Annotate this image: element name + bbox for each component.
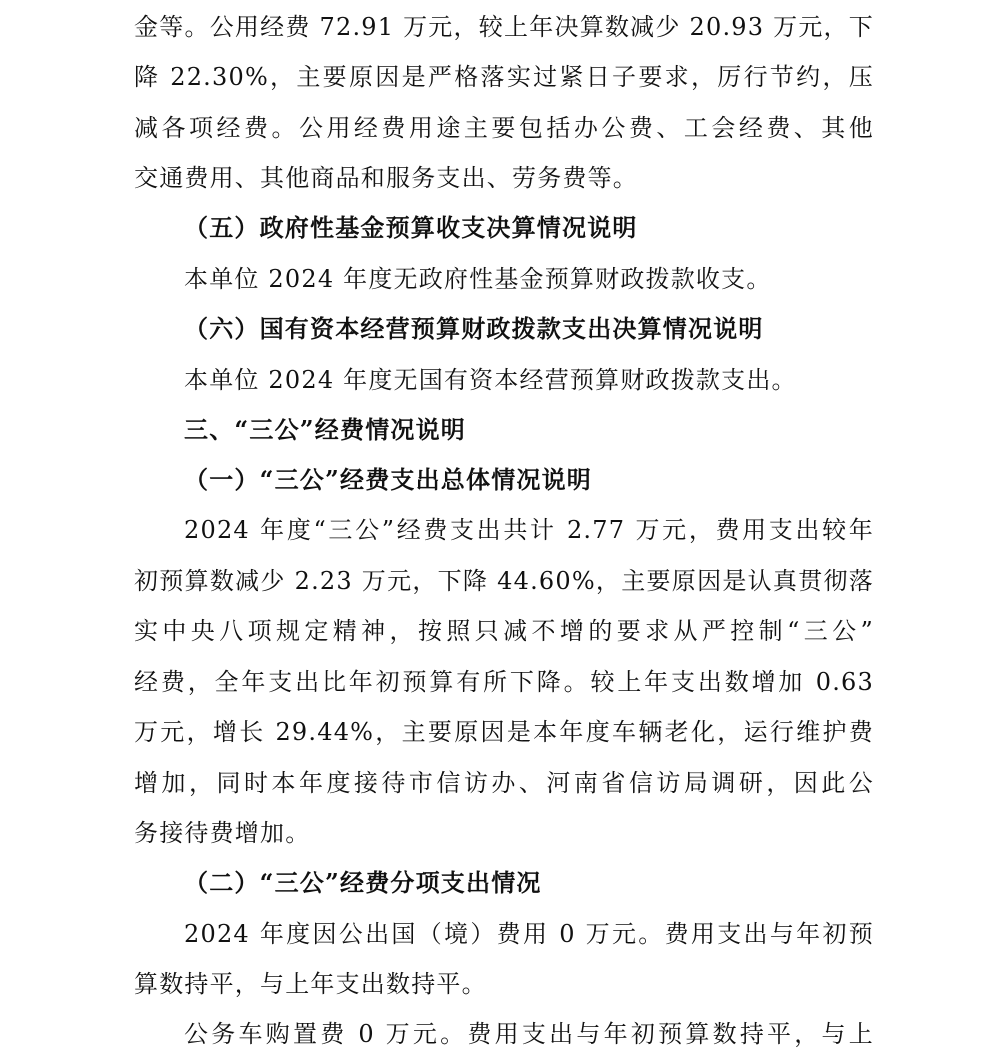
paragraph-line: 交通费用、其他商品和服务支出、劳务费等。 <box>134 164 638 192</box>
paragraph-line: 2024 年度“三公”经费支出共计 2.77 万元，费用支出较年 <box>184 516 874 544</box>
paragraph-line: 金等。公用经费 72.91 万元，较上年决算数减少 20.93 万元，下 <box>134 13 874 41</box>
paragraph-line: 本单位 2024 年度无国有资本经营预算财政拨款支出。 <box>184 366 797 394</box>
paragraph-line: 初预算数减少 2.23 万元，下降 44.60%，主要原因是认真贯彻落 <box>134 567 874 595</box>
paragraph-line: 2024 年度因公出国（境）费用 0 万元。费用支出与年初预 <box>184 920 874 948</box>
paragraph-line: 降 22.30%，主要原因是严格落实过紧日子要求，厉行节约，压 <box>134 63 874 91</box>
section-heading: 三、“三公”经费情况说明 <box>184 415 467 444</box>
paragraph-line: 减各项经费。公用经费用途主要包括办公费、工会经费、其他 <box>134 114 874 142</box>
paragraph-line: 增加，同时本年度接待市信访办、河南省信访局调研，因此公 <box>134 769 874 797</box>
subsection-heading: （一）“三公”经费支出总体情况说明 <box>184 465 593 494</box>
subsection-heading: （二）“三公”经费分项支出情况 <box>184 868 542 897</box>
paragraph-line: 务接待费增加。 <box>134 819 311 847</box>
paragraph-line: 经费，全年支出比年初预算有所下降。较上年支出数增加 0.63 <box>134 668 874 696</box>
paragraph-line: 算数持平，与上年支出数持平。 <box>134 970 487 998</box>
section-heading: （六）国有资本经营预算财政拨款支出决算情况说明 <box>184 314 764 343</box>
paragraph-line: 本单位 2024 年度无政府性基金预算财政拨款收支。 <box>184 265 772 293</box>
section-heading: （五）政府性基金预算收支决算情况说明 <box>184 213 638 242</box>
paragraph-line: 公务车购置费 0 万元。费用支出与年初预算数持平，与上 <box>184 1020 874 1048</box>
paragraph-line: 实中央八项规定精神，按照只减不增的要求从严控制“三公” <box>134 617 874 645</box>
paragraph-line: 万元，增长 29.44%，主要原因是本年度车辆老化，运行维护费 <box>134 718 874 746</box>
